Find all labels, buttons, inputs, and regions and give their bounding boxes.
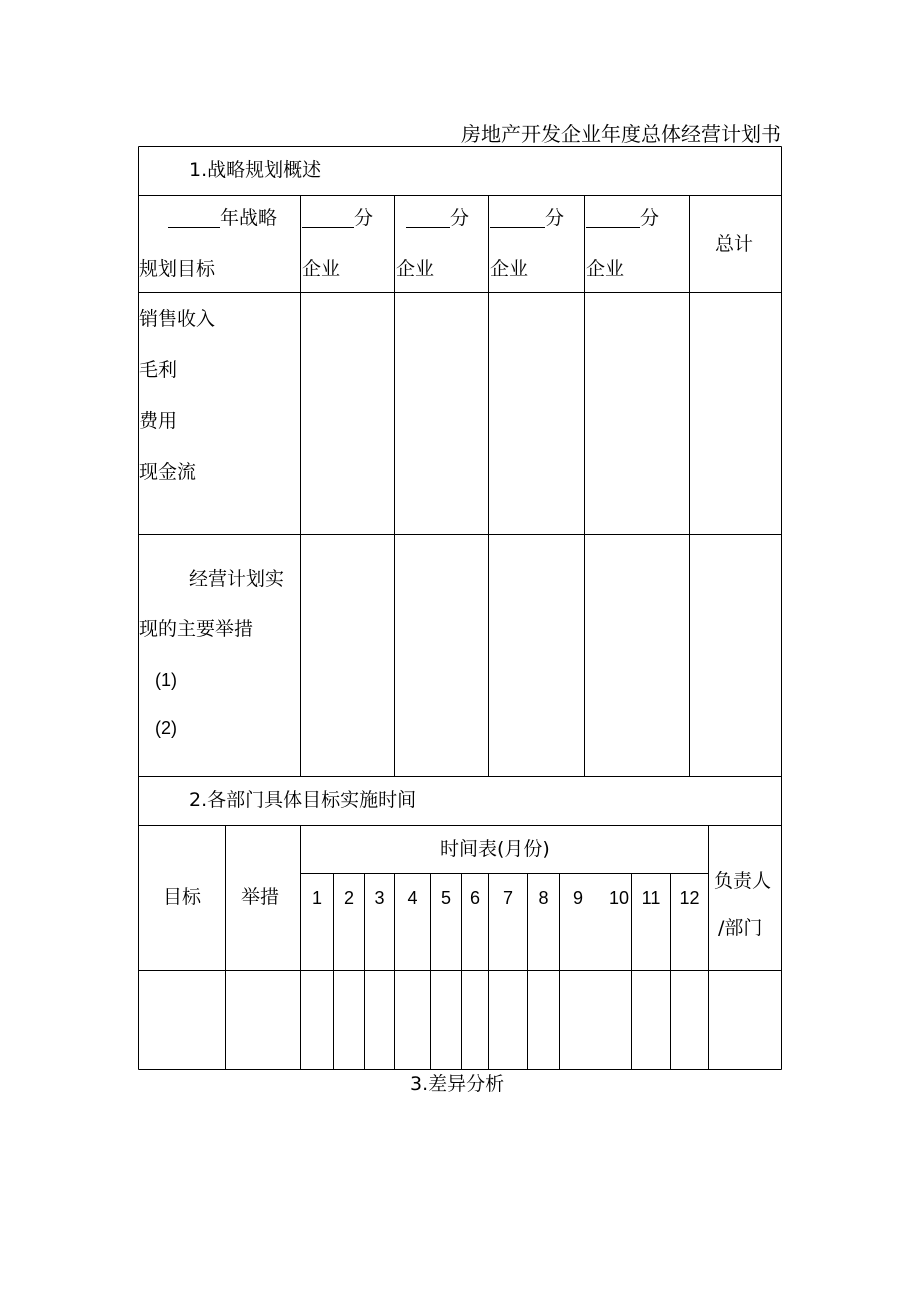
company-suffix-1: 分 [354,207,374,229]
company-suffix-2: 分 [450,207,470,229]
owner-header-line2: /部门 [718,917,763,939]
metric-gross-profit: 毛利 [139,359,178,381]
company-blank-2[interactable] [406,209,450,228]
month-10: 10 [608,888,630,908]
header-planning-goals: 规划目标 [139,258,216,280]
col-goal-header: 目标 [163,886,202,908]
company-suffix-4: 分 [640,207,660,229]
measure-item-1: (1) [155,670,177,690]
section3-heading: 3.差异分析 [410,1073,505,1095]
month-7: 7 [502,888,513,908]
company-suffix-3: 分 [545,207,565,229]
company-blank-4[interactable] [586,209,640,228]
company-line2-3: 企业 [490,258,529,280]
company-header-4 [586,209,659,228]
month-4: 4 [407,888,418,908]
measures-label-line1: 经营计划实 [189,568,285,590]
header-year-strategy [168,209,277,228]
company-header-2 [406,209,469,228]
month-5: 5 [440,888,451,908]
measures-label-line2: 现的主要举措 [139,618,254,640]
month-12: 12 [679,888,700,908]
month-3: 3 [374,888,385,908]
col-measure-header: 举措 [241,886,280,908]
metric-expenses: 费用 [139,410,178,432]
year-blank[interactable] [168,209,220,228]
timetable-header: 时间表(月份) [440,838,550,860]
metric-sales: 销售收入 [139,308,216,330]
company-blank-3[interactable] [490,209,545,228]
company-line2-2: 企业 [396,258,435,280]
month-2: 2 [343,888,354,908]
month-1: 1 [311,888,322,908]
header-year-strategy-text: 年战略 [220,207,278,229]
measure-item-2: (2) [155,718,177,738]
section2-heading: 2.各部门具体目标实施时间 [189,789,417,811]
section1-heading: 1.战略规划概述 [189,159,322,181]
company-blank-1[interactable] [302,209,354,228]
metric-cash-flow: 现金流 [139,461,197,483]
month-6: 6 [469,888,480,908]
total-header: 总计 [715,233,754,255]
month-8: 8 [538,888,549,908]
owner-header-line1: 负责人 [714,870,772,892]
company-line2-1: 企业 [302,258,341,280]
company-header-3 [490,209,564,228]
company-line2-4: 企业 [586,258,625,280]
month-11: 11 [641,888,661,908]
document-title: 房地产开发企业年度总体经营计划书 [461,122,781,146]
company-header-1 [302,209,373,228]
month-9: 9 [572,888,583,908]
